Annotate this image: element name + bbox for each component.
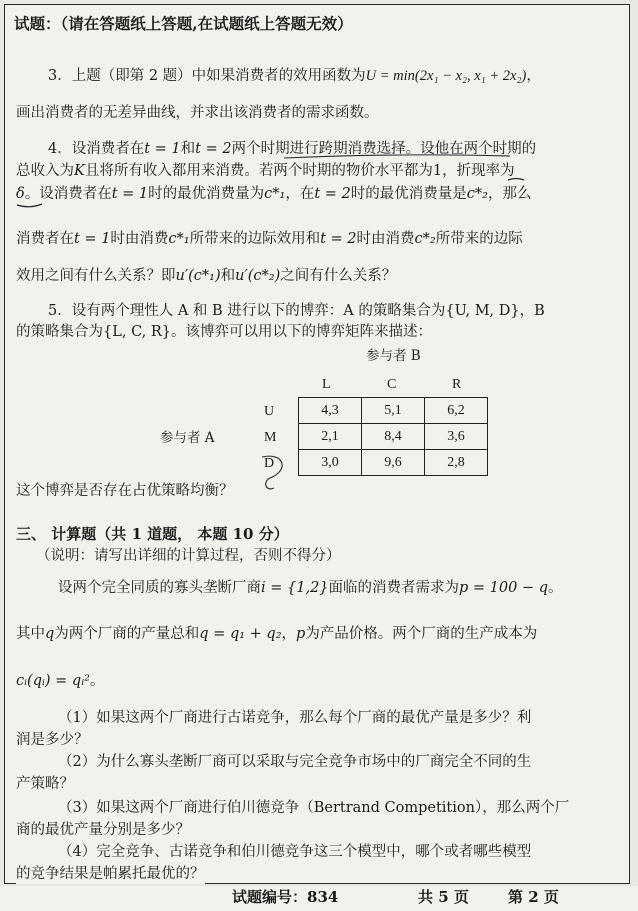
matrix-cell: 4,3: [299, 398, 362, 424]
s3-text: 设两个完全同质的寡头垄断厂商: [58, 580, 261, 596]
q4-text: 时由消费: [356, 231, 415, 247]
q4-t1: t = 1: [74, 231, 111, 247]
q4-text: 时的最优消费量为: [148, 186, 265, 202]
s3-firm-index: i = {1,2}: [261, 580, 329, 596]
q5-question: 这个博弈是否存在占优策略均衡？: [16, 483, 234, 499]
exam-code-value: 834: [307, 888, 339, 906]
q4-t2: t = 2: [320, 231, 357, 247]
q4-text: 两个时期进行跨期消费选择。设他在两个时期的: [231, 141, 537, 157]
q3-line2: 画出消费者的无差异曲线，并求出该消费者的需求函数。: [16, 105, 379, 121]
matrix-cell: 2,1: [299, 424, 362, 450]
matrix-cell: 3,0: [299, 450, 362, 476]
underline-mark: [17, 204, 42, 207]
col-label-r: R: [452, 377, 462, 392]
s3-text: 为两个厂商的产量总和: [54, 626, 200, 642]
q4-t2: t = 2: [195, 141, 232, 157]
matrix-cell: 6,2: [425, 398, 488, 424]
q4-t2: t = 2: [314, 186, 351, 202]
q4-text: 之间有什么关系？: [280, 268, 397, 284]
matrix-cell: 2,8: [425, 450, 488, 476]
s3-text: ，: [281, 626, 297, 642]
row-label-m: M: [264, 430, 277, 445]
q4-text: 时的最优消费量是: [350, 186, 467, 202]
matrix-cell: 9,6: [362, 450, 425, 476]
s3-sub2-b: 产策略？: [16, 776, 74, 792]
scribble-mark: [262, 456, 282, 489]
q4-t1: t = 1: [144, 141, 181, 157]
q3-text: 3．上题（即第 2 题）中如果消费者的效用函数为: [48, 68, 366, 84]
q4-text: 效用之间有什么关系？即: [16, 268, 176, 284]
q4-text: ，折现率为: [442, 163, 515, 179]
s3-sub4-a: （4）完全竞争、古诺竞争和伯川德竞争这三个模型中，哪个或者哪些模型: [58, 844, 532, 860]
q4-text: 所带来的边际: [435, 231, 523, 247]
page-number: 第 2 页: [508, 888, 559, 906]
s3-text: 。: [548, 580, 563, 596]
q3-utility-formula: U = min(2x₁ − x₂, x₁ + 2x₂): [365, 68, 527, 84]
q4-text: 消费者在: [16, 231, 74, 247]
col-label-c: C: [387, 377, 397, 392]
s3-sub2-a: （2）为什么寡头垄断厂商可以采取与完全竞争市场中的厂商完全不同的生: [58, 754, 532, 770]
matrix-cell: 8,4: [362, 424, 425, 450]
s3-text: 其中: [16, 626, 45, 642]
q4-t1: t = 1: [111, 186, 149, 202]
underline-mark: [284, 155, 510, 158]
s3-sub1-a: （1）如果这两个厂商进行古诺竞争，那么每个厂商的最优产量是多少？利: [58, 710, 532, 726]
sheet-title: 试题：（请在答题纸上答题,在试题纸上答题无效）: [14, 14, 353, 33]
s3-demand-formula: p = 100 − q: [459, 580, 548, 596]
q3-punct: ，: [526, 68, 541, 84]
row-label-d: D: [264, 456, 275, 471]
q4-income-k: K: [74, 163, 85, 179]
q4-text: 时由消费: [110, 231, 169, 247]
s3-sub3-a: （3）如果这两个厂商进行伯川德竞争（Bertrand Competition），那么两个厂: [58, 800, 570, 816]
q5-line1: 5．设有两个理性人 A 和 B 进行以下的博弈：A 的策略集合为{U, M, D}，B: [48, 303, 545, 319]
s3-text: 为产品价格。两个厂商的生产成本为: [305, 626, 538, 642]
q4-text: 。设消费者在: [24, 186, 112, 202]
s3-sub4-b: 的竞争结果是帕累托最优的？: [16, 866, 205, 882]
s3-sub3-b: 商的最优产量分别是多少？: [16, 822, 190, 838]
q4-discount-delta: δ: [16, 186, 25, 202]
q4-c1: c*₁: [264, 186, 286, 202]
col-label-l: L: [322, 377, 331, 392]
section3-note: （说明：请写出详细的计算过程，否则不得分）: [36, 548, 341, 564]
page-total: 共 5 页: [418, 888, 469, 906]
row-label-u: U: [264, 404, 275, 419]
s3-text: 。: [89, 673, 105, 689]
q4-text: 所带来的边际效用和: [189, 231, 321, 247]
s3-p: p: [296, 626, 306, 642]
section3-heading: 三、 计算题（共 1 道题， 本题 10 分）: [16, 525, 289, 543]
s3-quantity-sum: q = q₁ + q₂: [199, 626, 282, 642]
q4-c1: c*₁: [168, 231, 190, 247]
player-b-label: 参与者 B: [366, 348, 421, 364]
s3-sub1-b: 润是多少？: [16, 732, 89, 748]
q4-text: 和: [220, 268, 236, 284]
q4-text: 和: [180, 141, 196, 157]
q4-c2: c*₂: [466, 186, 488, 202]
q4-text: 总收入为: [16, 163, 74, 179]
q5-line2: 的策略集合为{L, C, R}。该博弈可以用以下的博弈矩阵来描述：: [16, 324, 433, 340]
matrix-cell: 3,6: [425, 424, 488, 450]
s3-q: q: [45, 626, 55, 642]
q4-text: ，在: [285, 186, 315, 202]
q4-c2: c*₂: [414, 231, 436, 247]
underline-mark: [508, 179, 524, 181]
q4-marginal-u2: u′(c*₂): [235, 268, 281, 284]
q4-text: ，那么: [487, 186, 532, 202]
matrix-cell: 5,1: [362, 398, 425, 424]
q4-price-one: 1: [432, 163, 443, 179]
s3-cost-formula: cᵢ(qᵢ) = qᵢ²: [16, 673, 90, 689]
player-a-label: 参与者 A: [160, 430, 215, 446]
exam-code-label: 试题编号：: [232, 888, 308, 906]
q4-text: 4．设消费者在: [48, 141, 145, 157]
s3-text: 面临的消费者需求为: [328, 580, 460, 596]
q4-text: 且将所有收入都用来消费。若两个时期的物价水平都为: [84, 163, 433, 179]
q4-marginal-u1: u′(c*₁): [175, 268, 221, 284]
